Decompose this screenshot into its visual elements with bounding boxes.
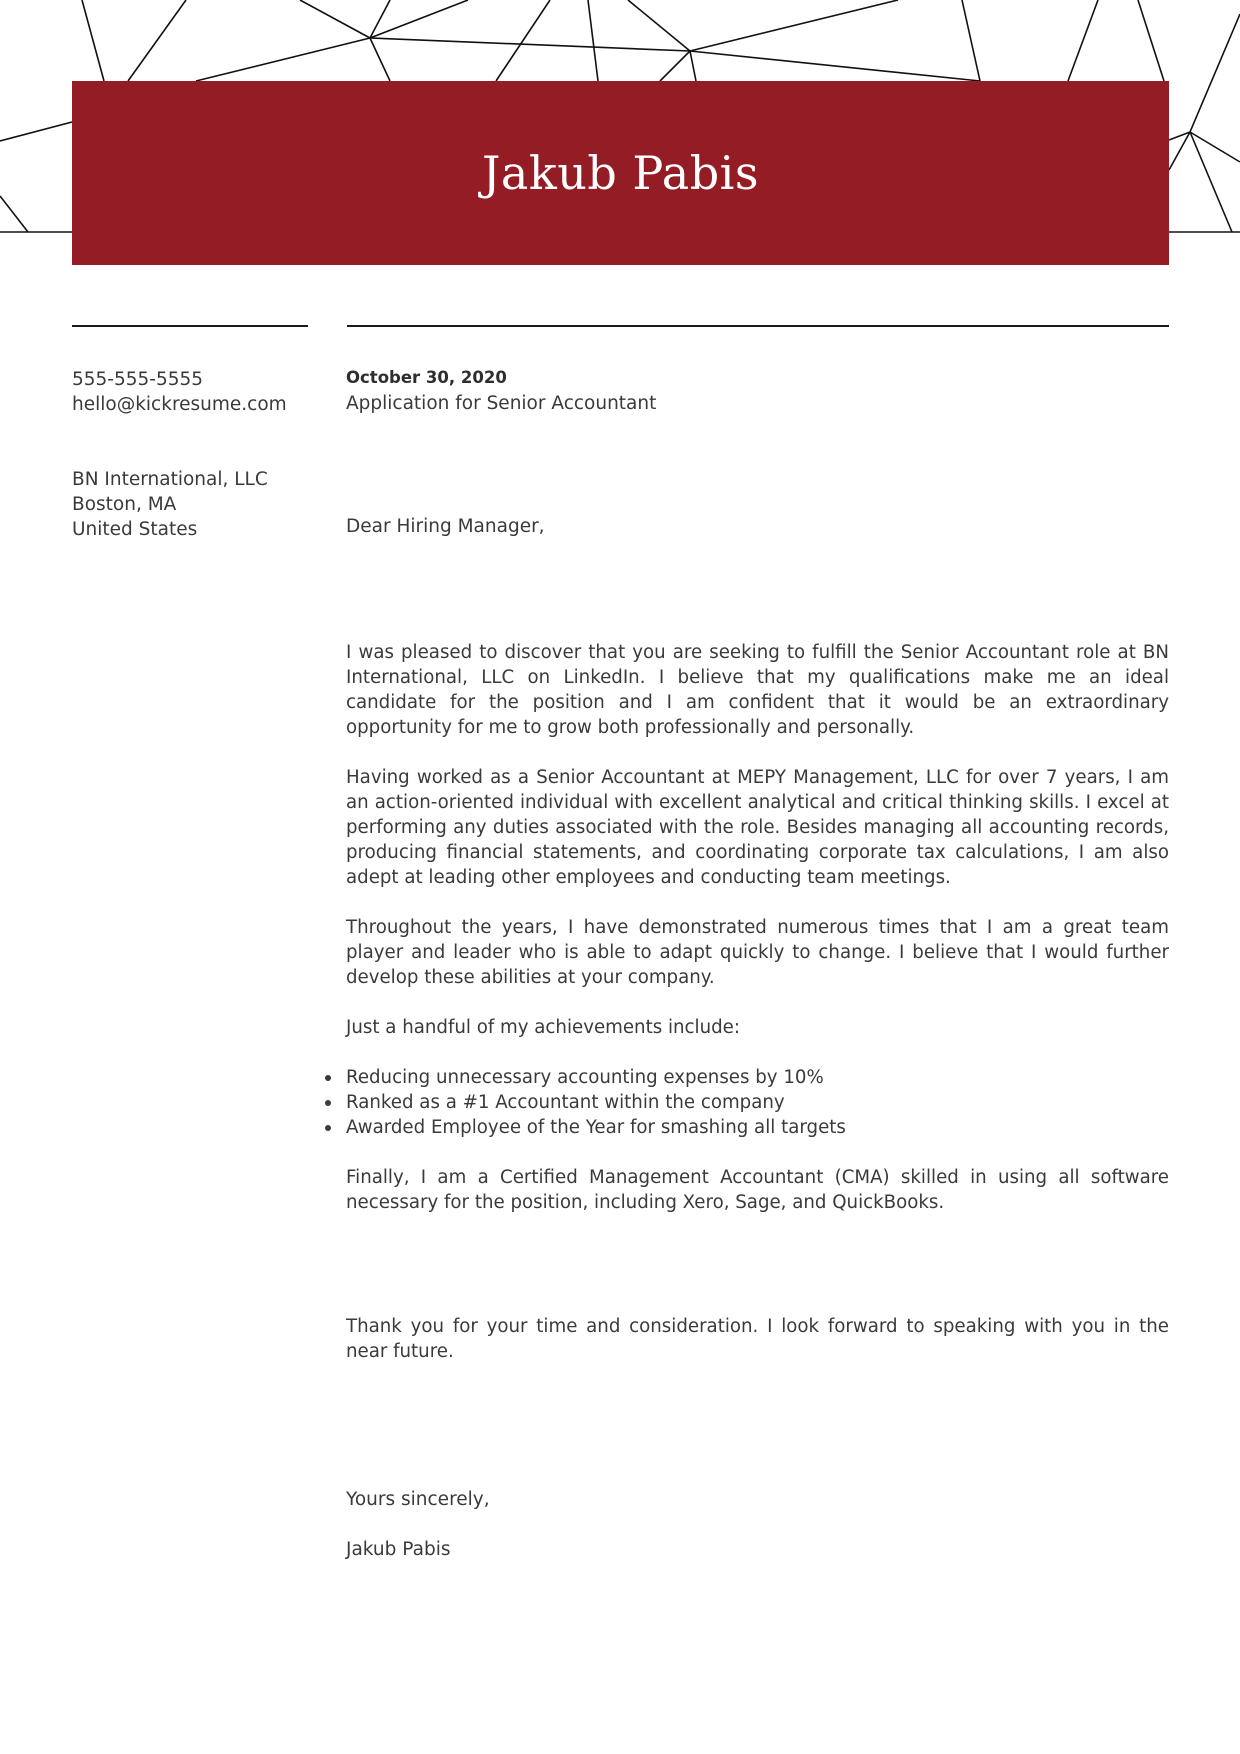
signoff: Yours sincerely, xyxy=(346,1489,490,1510)
list-item: Ranked as a #1 Accountant within the company xyxy=(346,1090,1169,1115)
achievements-list xyxy=(346,1065,1169,1140)
salutation: Dear Hiring Manager, xyxy=(346,516,545,537)
email-address: hello@kickresume.com xyxy=(72,394,287,415)
contact-info xyxy=(72,367,342,417)
paragraph-achievements-intro: Just a handful of my achievements include: xyxy=(346,1017,740,1038)
letter-subject: Application for Senior Accountant xyxy=(346,393,657,414)
signature-name: Jakub Pabis xyxy=(346,1539,451,1560)
recipient-company: BN International, LLC xyxy=(72,469,268,490)
candidate-name: Jakub Pabis xyxy=(481,146,759,200)
recipient-country: United States xyxy=(72,519,198,540)
paragraph-intro: I was pleased to discover that you are seeking to fulfill the Senior Accountant role at BN International, LLC on LinkedIn. I believe that my qualifications make me an ideal candidate for the position and I am confident that it would be an extraordinary opportunity for me to grow both professionally and personally. xyxy=(346,642,1169,738)
paragraph-teamwork: Throughout the years, I have demonstrated numerous times that I am a great team player and leader who is able to adapt quickly to change. I believe that I would further develop these abilities at your company. xyxy=(346,917,1169,988)
list-item: Awarded Employee of the Year for smashing all targets xyxy=(346,1115,1169,1140)
right-divider xyxy=(347,325,1169,327)
header-banner xyxy=(72,81,1169,265)
closing-paragraph: Thank you for your time and consideration. I look forward to speaking with you in the near future. xyxy=(346,1316,1169,1362)
recipient-city: Boston, MA xyxy=(72,494,177,515)
left-divider xyxy=(72,325,308,327)
paragraph-certification: Finally, I am a Certified Management Accountant (CMA) skilled in using all software necessary for the position, including Xero, Sage, and QuickBooks. xyxy=(346,1167,1169,1213)
paragraph-experience: Having worked as a Senior Accountant at MEPY Management, LLC for over 7 years, I am an action-oriented individual with excellent analytical and critical thinking skills. I excel at performing any duties associated with the role. Besides managing all accounting records, producing financial statements, and coordinating corporate tax calculations, I am also adept at leading other employees and conducting team meetings. xyxy=(346,767,1169,888)
letter-body xyxy=(346,640,1169,1240)
letter-heading xyxy=(346,367,1169,416)
phone-number: 555-555-5555 xyxy=(72,369,204,390)
recipient-address xyxy=(72,467,342,542)
list-item: Reducing unnecessary accounting expenses by 10% xyxy=(346,1065,1169,1090)
letter-date: October 30, 2020 xyxy=(346,368,507,387)
